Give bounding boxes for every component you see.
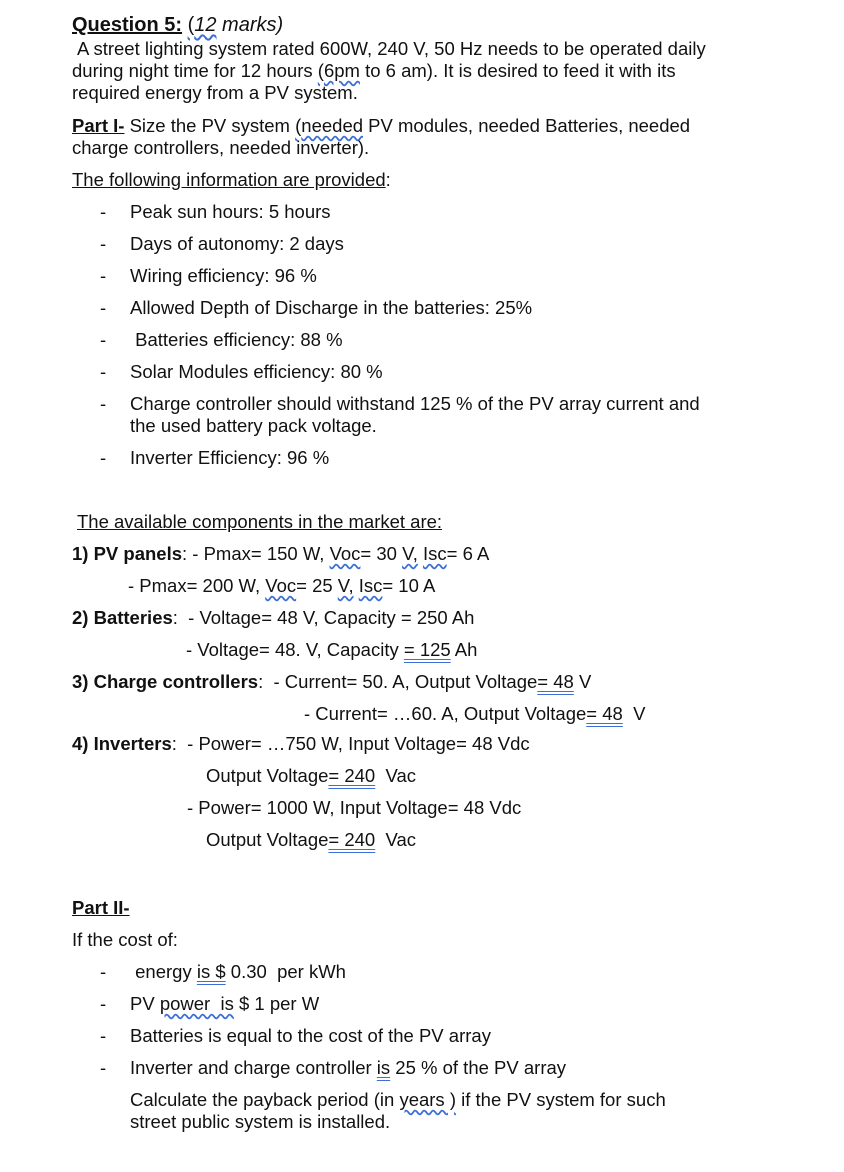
battery-line-2 xyxy=(186,639,477,661)
inv1o-c: Vac xyxy=(375,765,417,786)
bullet-dash: - xyxy=(100,1025,107,1046)
bullet-dash: - xyxy=(100,961,107,982)
intro-line-1: A street lighting system rated 600W, 240 V, 50 Hz needs to be operated daily xyxy=(77,38,706,59)
calculate-line-2: street public system is installed. xyxy=(130,1111,391,1132)
battery-1: : - Voltage= 48 V, Capacity = 250 Ah xyxy=(172,607,475,628)
cc-label: 3) Charge controllers xyxy=(72,671,259,692)
bullet-dash: - xyxy=(100,993,107,1014)
cost-batteries: Batteries is equal to the cost of the PV array xyxy=(130,1025,491,1046)
info-item: Charge controller should withstand 125 % of the PV array current and xyxy=(130,393,700,414)
marks-number: 12 xyxy=(194,14,217,36)
battery-2b: = 125 xyxy=(403,639,451,660)
info-item-continued: the used battery pack voltage. xyxy=(130,415,377,436)
inverter-line-1 xyxy=(72,733,530,755)
inv1o-b: = 240 xyxy=(328,765,376,786)
inv1o-a: Output Voltage xyxy=(206,765,329,786)
battery-2c: Ah xyxy=(450,639,478,660)
bullet-dash: - xyxy=(100,1057,107,1078)
c2-a: PV xyxy=(130,993,160,1014)
inverter-label: 4) Inverters xyxy=(72,733,172,754)
part1-1d: PV modules, needed Batteries, needed xyxy=(363,115,691,136)
pv2-g: = 10 A xyxy=(382,575,436,596)
intro-line-2 xyxy=(72,60,676,82)
part1-line-1 xyxy=(72,115,690,137)
calc-c: if the PV system for such xyxy=(455,1089,666,1110)
cost-intro: If the cost of: xyxy=(72,929,178,950)
bullet-dash: - xyxy=(100,393,107,414)
battery-label: 2) Batteries xyxy=(72,607,173,628)
pv-line-2 xyxy=(128,575,435,597)
pv1-voc: Voc xyxy=(329,543,361,564)
info-item: Batteries efficiency: 88 % xyxy=(130,329,343,350)
battery-line-1 xyxy=(72,607,474,629)
inverter-output-1 xyxy=(206,765,416,787)
cost-inverter-cc xyxy=(130,1057,566,1079)
inverter-1: : - Power= …750 W, Input Voltage= 48 Vdc xyxy=(171,733,530,754)
cc-2c: V xyxy=(622,703,646,724)
marks-word: marks) xyxy=(216,14,284,36)
part1-1c: needed xyxy=(301,115,364,136)
c2-c: $ 1 per W xyxy=(233,993,320,1014)
intro-2a: during night time for 12 hours xyxy=(72,60,318,81)
inverter-line-2: - Power= 1000 W, Input Voltage= 48 Vdc xyxy=(187,797,522,818)
pv1-c: = 30 xyxy=(360,543,403,564)
marks-open: ( xyxy=(187,14,195,36)
bullet-dash: - xyxy=(100,447,107,468)
calculate-line-1 xyxy=(130,1089,666,1111)
pv2-d: V, xyxy=(337,575,354,596)
info-heading-line xyxy=(72,169,391,191)
info-item: Inverter Efficiency: 96 % xyxy=(130,447,330,468)
cc-1c: V xyxy=(573,671,592,692)
pv2-isc: Isc xyxy=(358,575,383,596)
cc-2b: = 48 xyxy=(586,703,623,724)
intro-2c: 6pm xyxy=(323,60,360,81)
bullet-dash: - xyxy=(100,297,107,318)
inverter-output-2 xyxy=(206,829,416,851)
info-item: Wiring efficiency: 96 % xyxy=(130,265,317,286)
part1-1b: ( xyxy=(295,115,302,136)
cc-line-2 xyxy=(304,703,645,725)
calc-b: years ) xyxy=(399,1089,456,1110)
c1-c: 0.30 per kWh xyxy=(225,961,346,982)
bullet-dash: - xyxy=(100,201,107,222)
info-heading: The following information are provided xyxy=(72,169,386,190)
c4-c: 25 % of the PV array xyxy=(390,1057,567,1078)
c4-b: is xyxy=(376,1057,391,1078)
pv2-c: = 25 xyxy=(296,575,338,596)
cc-2a: - Current= …60. A, Output Voltage xyxy=(304,703,587,724)
pv1-d: V, xyxy=(402,543,418,564)
question-title-line xyxy=(72,14,283,36)
bullet-dash: - xyxy=(100,265,107,286)
intro-2d: to 6 am). It is desired to feed it with its xyxy=(359,60,676,81)
pv-label: 1) PV panels xyxy=(72,543,183,564)
info-item: Peak sun hours: 5 hours xyxy=(130,201,331,222)
cost-energy xyxy=(130,961,346,983)
pv1-g: = 6 A xyxy=(446,543,490,564)
inv2o-b: = 240 xyxy=(328,829,376,850)
part1-label: Part I- xyxy=(72,115,125,136)
info-colon: : xyxy=(385,169,391,190)
part2-label: Part II- xyxy=(72,897,130,918)
info-item: Days of autonomy: 2 days xyxy=(130,233,344,254)
part1-line-2: charge controllers, needed inverter). xyxy=(72,137,370,158)
part1-1a: Size the PV system xyxy=(124,115,296,136)
inv2o-a: Output Voltage xyxy=(206,829,329,850)
c2-b: power is xyxy=(159,993,234,1014)
pv2-a: - Pmax= 200 W, xyxy=(128,575,266,596)
bullet-dash: - xyxy=(100,329,107,350)
components-heading: The available components in the market are: xyxy=(77,511,443,532)
intro-line-3: required energy from a PV system. xyxy=(72,82,358,103)
cc-line-1 xyxy=(72,671,591,693)
cost-pv xyxy=(130,993,319,1015)
calc-a: Calculate the payback period (in xyxy=(130,1089,400,1110)
info-item: Allowed Depth of Discharge in the batteries: 25% xyxy=(130,297,533,318)
c1-a: energy xyxy=(130,961,197,982)
intro-2b: ( xyxy=(317,60,324,81)
cc-1b: = 48 xyxy=(537,671,574,692)
info-item: Solar Modules efficiency: 80 % xyxy=(130,361,383,382)
c4-a: Inverter and charge controller xyxy=(130,1057,377,1078)
bullet-dash: - xyxy=(100,233,107,254)
bullet-dash: - xyxy=(100,361,107,382)
c1-b: is $ xyxy=(196,961,226,982)
pv-line-1 xyxy=(72,543,489,565)
inv2o-c: Vac xyxy=(375,829,417,850)
cc-1a: : - Current= 50. A, Output Voltage xyxy=(258,671,538,692)
battery-2a: - Voltage= 48. V, Capacity xyxy=(186,639,404,660)
pv1-a: : - Pmax= 150 W, xyxy=(182,543,330,564)
question-title: Question 5: xyxy=(72,14,183,36)
pv2-voc: Voc xyxy=(265,575,297,596)
pv1-isc: Isc xyxy=(423,543,447,564)
